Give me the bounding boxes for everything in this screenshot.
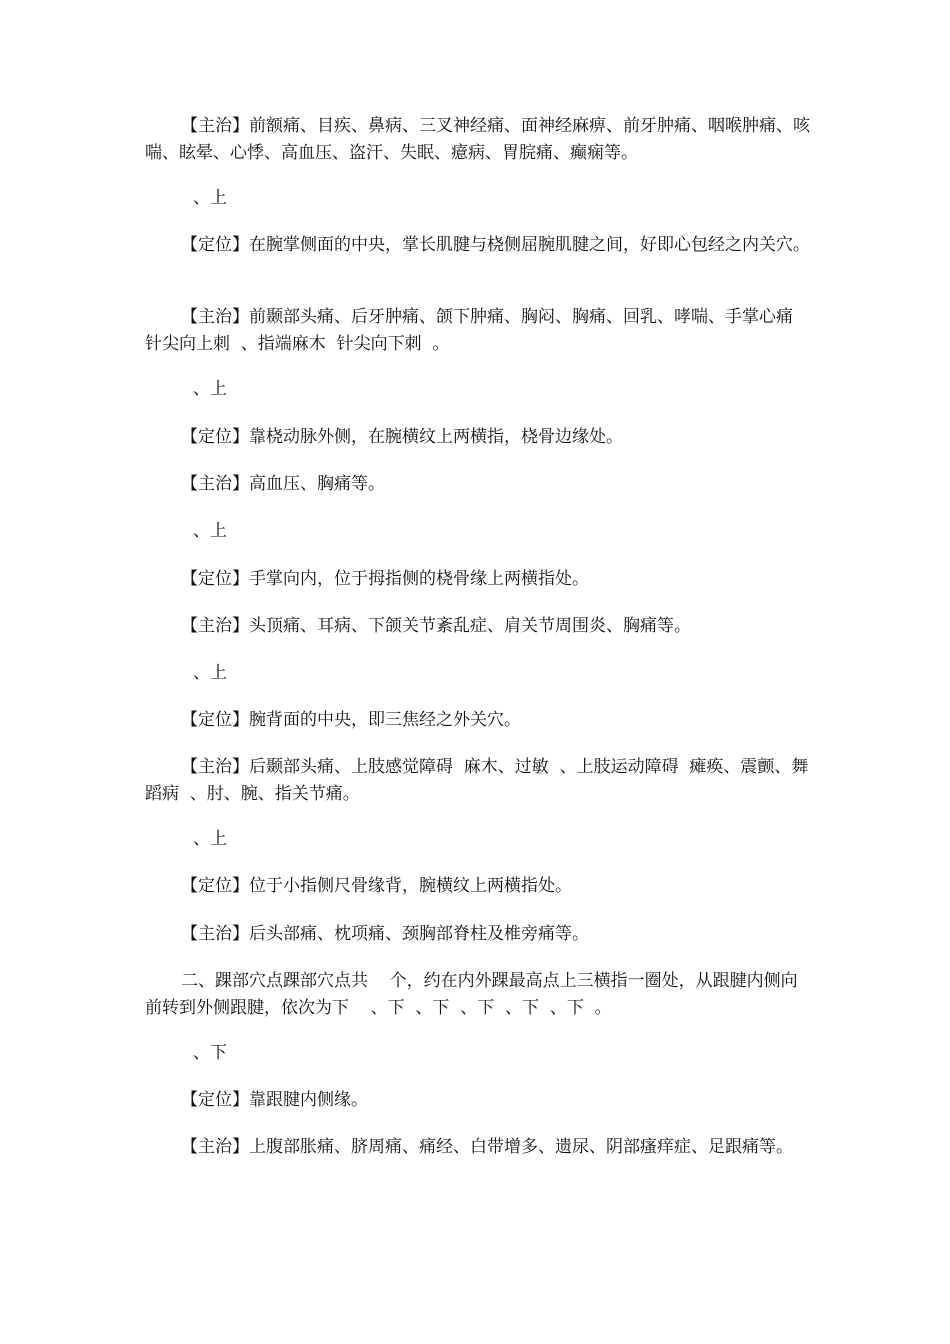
paragraph-dingwei-2: 【定位】靠桡动脉外侧，在腕横纹上两横指，桡骨边缘处。: [181, 427, 623, 447]
paragraph-zhuzhi-4: 【主治】头顶痛、耳病、下颌关节紊乱症、肩关节周围炎、胸痛等。: [181, 616, 691, 636]
section-ankle-intro: 二、踝部穴点踝部穴点共 个，约在内外踝最高点上三横指一圈处，从跟腱内侧向前转到外侧跟腱，依次为下 、下 、下 、下 、下 、下 。: [145, 971, 798, 1018]
paragraph-dingwei-6: 【定位】靠跟腱内侧缘。: [181, 1090, 368, 1110]
paragraph-dingwei-5: 【定位】位于小指侧尺骨缘背，腕横纹上两横指处。: [181, 876, 572, 896]
point-heading-shang-3: 、上: [193, 521, 227, 541]
paragraph-dingwei-3: 【定位】手掌向内，位于拇指侧的桡骨缘上两横指处。: [181, 569, 589, 589]
point-heading-shang-4: 、上: [193, 663, 227, 683]
paragraph-dingwei-4: 【定位】腕背面的中央，即三焦经之外关穴。: [181, 710, 521, 730]
paragraph-zhuzhi-7: 【主治】上腹部胀痛、脐周痛、痛经、白带增多、遗尿、阴部瘙痒症、足跟痛等。: [181, 1137, 793, 1157]
paragraph-zhuzhi-5: 【主治】后颞部头痛、上肢感觉障碍 麻木、过敏 、上肢运动障碍 瘫痪、震颤、舞蹈病 、肘、腕、指关节痛。: [145, 757, 809, 804]
paragraph-dingwei-1: 【定位】在腕掌侧面的中央，掌长肌腱与桡侧屈腕肌腱之间，好即心包经之内关穴。: [181, 235, 810, 255]
point-heading-shang-2: 、上: [193, 379, 227, 399]
point-heading-xia-1: 、下: [193, 1043, 227, 1063]
paragraph-zhuzhi-1: 【主治】前额痛、目疾、鼻病、三叉神经痛、面神经麻痹、前牙肿痛、咽喉肿痛、咳喘、眩晕、心悸、高血压、盗汗、失眠、癔病、胃脘痛、癫痫等。: [145, 116, 810, 163]
point-heading-shang-1: 、上: [193, 188, 227, 208]
point-heading-shang-5: 、上: [193, 829, 227, 849]
paragraph-zhuzhi-6: 【主治】后头部痛、枕项痛、颈胸部脊柱及椎旁痛等。: [181, 924, 589, 944]
paragraph-zhuzhi-3: 【主治】高血压、胸痛等。: [181, 474, 385, 494]
paragraph-zhuzhi-2: 【主治】前颞部头痛、后牙肿痛、颌下肿痛、胸闷、胸痛、回乳、哮喘、手掌心痛 针尖向上刺 、指端麻木 针尖向下刺 。: [145, 307, 804, 354]
